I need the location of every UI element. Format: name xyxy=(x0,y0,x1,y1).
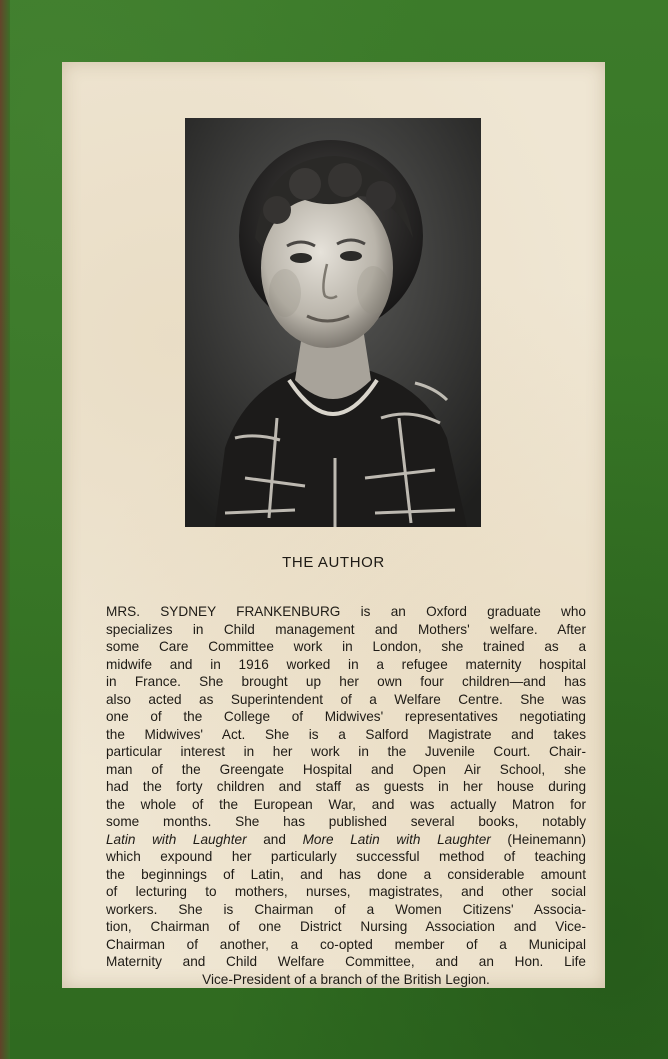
bio-line: had the forty children and staff as guests in her house during xyxy=(106,779,586,794)
bio-line: specializes in Child management and Mothers' welfare. After xyxy=(106,621,586,637)
bio-final-line: Vice-President of a branch of the British Legion. xyxy=(202,971,490,987)
bio-line: which expound her particularly successful method of teaching xyxy=(106,849,586,864)
bio-line: also acted as Superintendent of a Welfare Centre. She was xyxy=(106,691,586,707)
bio-line: man of the Greengate Hospital and Open Air School, she xyxy=(106,761,586,777)
bio-line: Maternity and Child Welfare Committee, and an Hon. Life xyxy=(106,954,586,969)
bio-line: tion, Chairman of one District Nursing Association and Vice- xyxy=(106,919,586,934)
bio-conjunction: and xyxy=(246,831,303,847)
book-title-latin-with-laughter: Latin with Laughter xyxy=(106,831,247,847)
bio-line: some months. She has published several books, notably xyxy=(106,814,586,829)
cover-edge-wear xyxy=(0,0,10,1059)
bio-line: one of the College of Midwives' representatives negotiating xyxy=(106,709,586,724)
photo-caption: THE AUTHOR xyxy=(282,554,385,571)
bio-line: particular interest in her work in the Juvenile Court. Chair- xyxy=(106,744,586,759)
bio-line: MRS. SYDNEY FRANKENBURG is an Oxford graduate who xyxy=(106,604,586,619)
author-biography xyxy=(106,603,586,988)
bio-line: some Care Committee work in London, she trained as a xyxy=(106,639,586,654)
bio-line-book-titles xyxy=(106,831,586,849)
bio-line: the beginnings of Latin, and has done a considerable amount xyxy=(106,866,586,882)
publisher-note: (Heinemann) xyxy=(490,831,587,847)
bio-line: the Midwives' Act. She is a Salford Magistrate and takes xyxy=(106,726,586,742)
bio-line: of lecturing to mothers, nurses, magistrates, and other social xyxy=(106,884,586,899)
book-title-more-latin-with-laughter: More Latin with Laughter xyxy=(302,831,491,847)
bio-line: midwife and in 1916 worked in a refugee maternity hospital xyxy=(106,656,586,672)
bio-line: workers. She is Chairman of a Women Citizens' Associa- xyxy=(106,901,586,917)
bio-line: the whole of the European War, and was actually Matron for xyxy=(106,796,586,812)
author-portrait-photo xyxy=(185,118,481,527)
bio-line: Chairman of another, a co-opted member of a Municipal xyxy=(106,936,586,952)
paper-panel xyxy=(62,62,605,988)
bio-line: in France. She brought up her own four children—and has xyxy=(106,674,586,689)
